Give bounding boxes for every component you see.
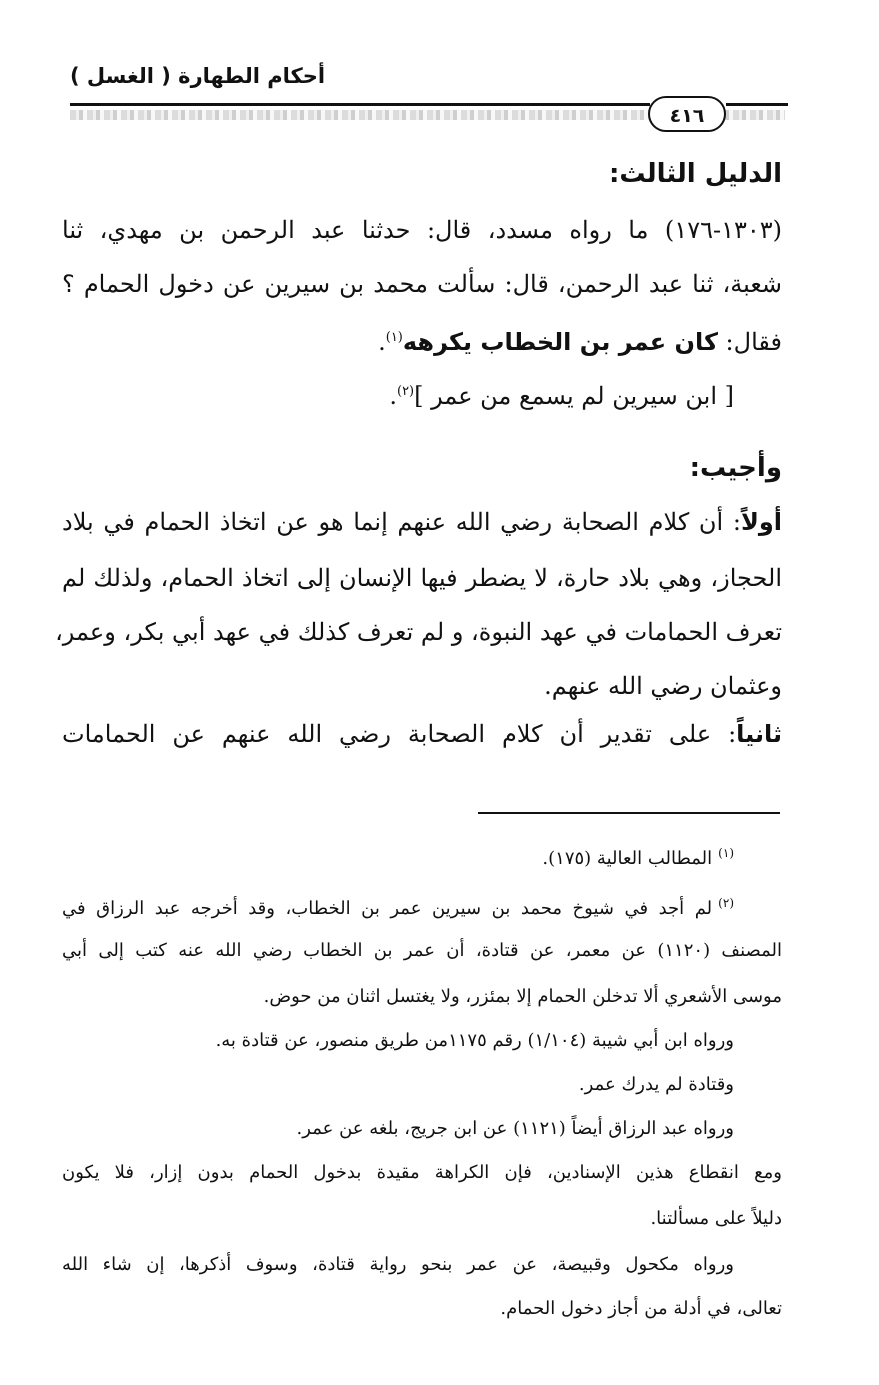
footnote-2-line-1-text: لم أجد في شيوخ محمد بن سيرين عمر بن الخطاب، وقد أخرجه عبد الرزاق في [62, 898, 713, 919]
footnote-1-mark: (١) [718, 846, 734, 860]
footnote-2-line-2: المصنف (١١٢٠) عن معمر، عن قتادة، أن عمر بن الخطاب رضي الله عنه كتب إلى أبي [62, 940, 782, 961]
paragraph-1-line-4 [62, 374, 782, 414]
editor-note: [ ابن سيرين لم يسمع من عمر ] [414, 382, 734, 410]
footnote-separator [478, 812, 780, 814]
paragraph-1-line-1: (١٣٠٣-١٧٦) ما رواه مسدد، قال: حدثنا عبد الرحمن بن مهدي، ثنا [62, 216, 783, 244]
second-label: ثانياً [736, 720, 782, 748]
paragraph-3-line-1 [62, 716, 782, 752]
quote-bold: كان عمر بن الخطاب يكرهه [402, 328, 718, 356]
quote-intro: فقال: [717, 328, 782, 356]
footnote-1-text: المطالب العالية (١٧٥). [542, 848, 713, 869]
footnote-ref-1: (١) [385, 330, 403, 345]
header-rule-right [726, 103, 788, 106]
editor-note-end: . [389, 382, 397, 410]
paragraph-2-line-4: وعثمان رضي الله عنهم. [544, 672, 782, 700]
answer-heading: وأجيب: [689, 453, 782, 483]
footnote-2-line-5: وقتادة لم يدرك عمر. [578, 1074, 734, 1095]
paragraph-2-line-1 [62, 504, 782, 540]
paragraph-3-line-1-text: : على تقدير أن كلام الصحابة رضي الله عنهم عن الحمامات [62, 720, 737, 748]
footnote-2-line-7: ومع انقطاع هذين الإسنادين، فإن الكراهة مقيدة بدخول الحمام بدون إزار، فلا يكون [62, 1162, 782, 1183]
footnote-2-mark: (٢) [718, 896, 734, 910]
page-number: ٤١٦ [648, 96, 726, 132]
first-label: أولاً [740, 508, 782, 536]
footnote-2-line-4: ورواه ابن أبي شيبة (١/١٠٤) رقم ١١٧٥من طريق منصور، عن قتادة به. [215, 1030, 734, 1051]
header-rule [70, 103, 650, 106]
paragraph-1-line-2: شعبة، ثنا عبد الرحمن، قال: سألت محمد بن سيرين عن دخول الحمام ؟ [62, 270, 782, 298]
section-heading: الدليل الثالث: [608, 159, 782, 189]
footnote-2-line-8: دليلاً على مسألتنا. [650, 1208, 782, 1229]
paragraph-2-line-1-text: : أن كلام الصحابة رضي الله عنهم إنما هو عن اتخاذ الحمام في بلاد [62, 508, 741, 536]
footnote-2-line-1 [62, 888, 782, 924]
quote-end: . [378, 328, 386, 356]
footnote-2-line-6: ورواه عبد الرزاق أيضاً (١١٢١) عن ابن جريج، بلغه عن عمر. [296, 1118, 734, 1139]
footnote-2-line-3: موسى الأشعري ألا تدخلن الحمام إلا بمئزر، ولا يغتسل اثنان من حوض. [263, 986, 782, 1007]
footnote-2-line-10: تعالى، في أدلة من أجاز دخول الحمام. [500, 1298, 782, 1319]
running-title: أحكام الطهارة ( الغسل ) [70, 64, 326, 88]
paragraph-2-line-2: الحجاز، وهي بلاد حارة، لا يضطر فيها الإنسان إلى اتخاذ الحمام، ولذلك لم [62, 564, 782, 592]
paragraph-1-line-3 [62, 320, 782, 360]
footnote-1 [62, 838, 782, 874]
footnote-ref-2: (٢) [396, 384, 415, 399]
paragraph-2-line-3: تعرف الحمامات في عهد النبوة، و لم تعرف كذلك في عهد أبي بكر، وعمر، [55, 618, 782, 646]
footnote-2-line-9: ورواه مكحول وقبيصة، عن عمر بنحو رواية قتادة، وسوف أذكرها، إن شاء الله [62, 1254, 734, 1275]
